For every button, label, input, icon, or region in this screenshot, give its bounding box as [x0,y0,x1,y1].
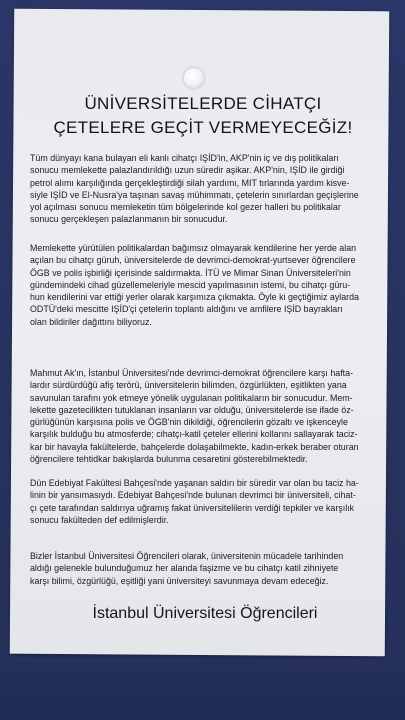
text-line: lekette gazetecilikten tutuklanan insanların var olduğu, üniversitelerde ise ifade öz- [30,404,354,415]
text-line: açılan bu cihatçı güruh, üniversitelerde de devrimci-demokrat-yurtsever öğrencilere [30,255,356,266]
paragraph-istanbul-university [30,367,382,465]
text-line: karşılık bulduğu bu atmosferde; cihatçı-katil çeteler ellerini kollarını sallayarak taciz- [30,429,358,440]
paragraph-universities [30,242,382,328]
text-line: linin bir yansımasıydı. Edebiyat Bahçesi'nde bulunan devrimci bir üniversiteli, cihat- [30,490,356,501]
pushpin-icon [184,68,204,88]
text-line: sonucu memlekette palazlandırıldığı uzun süredir aşikar. AKP'nin, IŞİD ile girdiği [30,165,345,176]
text-line: Bizler İstanbul Üniversitesi Öğrencileri olarak, üniversitenin mücadele tarihinden [30,551,344,561]
text-line: gürlüğünün karşısına polis ve ÖGB'nin dikildiği, öğrencilerin gözaltı ve işkenceyle [30,417,348,428]
board-lower-area [0,658,405,720]
text-line: karşı bilimi, özgürlüğü, eşitliği yani üniversiteyi savunmaya devam edeceğiz. [30,575,329,586]
poster-signature: İstanbul Üniversitesi Öğrencileri [92,605,318,622]
text-line: sonucu gerçekleşen palazlanmanın bir sonucudur. [30,214,228,225]
text-line: aldığı gelenekle bulunduğumuz her alanda faşizme ve bu cihatçı katil zihniyete [30,563,339,574]
text-line: Dün Edebiyat Fakültesi Bahçesi'nde yaşanan saldırı bir süredir var olan bu taciz ha- [30,478,359,488]
text-line: petrol alımı karşılığında gerçekleştirdiği silah yardımı, MIT tırlarında yardım kisve- [30,177,350,188]
text-line: hun kendilerini var ettiği yerler olarak karşımıza çıkmakta. Öyle ki geçtiğimiz aylarda [30,292,359,303]
text-line: gündemindeki cihad güzellemeleriyle mescid yapılmasının istemi, bu cihatçı güru- [30,279,351,290]
text-line: kar bir havayla fakültelerde, bahçelerde dolaşabilmekte, kadın-erkek beraber oturan [30,441,359,452]
text-line: olan bildiriler dağıttını biliyoruz. [30,316,152,327]
poster-title-line: ÇETELERE GEÇİT VERMEYECEĞİZ! [53,118,353,137]
text-line: ODTÜ'deki mescitte IŞİD'çi çetelerin toplantı aldığını ve amfilere IŞİD bayrakları [30,304,343,315]
text-line: ÖGB ve polis işbirliği içerisinde saldırmakta. İTÜ ve Mimar Sinan Üniversiteleri'nin [30,267,351,278]
paragraph-edebiyat-attack [30,477,382,526]
text-line: Memlekette yürütülen politikalardan bağımsız olmayarak kendilerine her yerde alan [30,243,357,253]
poster-title [28,92,378,140]
text-line: siyle IŞİD ve El-Nusra'ya taşınan savaş mühimmatı, çetelerin sınırlardan geçişlerine [30,189,359,200]
text-line: savunulan tarafını yok etmeye yönelik uygulanan politikaların bir sonucudur. Mem- [30,392,353,403]
text-line: Tüm dünyayı kana bulayan eli kanlı cihatçı IŞİD'in, AKP'nin iç ve dış politikaları [30,153,339,163]
text-line: yol açılması sonucu memleketin tüm bölgelerinde kol gezer halleri bu politikalar [30,202,341,213]
text-line: sonucu fakülteden def edilmişlerdir. [30,514,169,525]
paragraph-declaration [30,550,382,587]
text-line: öğrencilere tehtidkar bakışlarda bulunma cesaretini gösterebilmektedir. [30,454,308,465]
poster-title-line: ÜNİVERSİTELERDE CİHATÇI [84,94,322,113]
text-line: Mahmut Ak'ın, İstanbul Üniversitesi'nde devrimci-demokrat öğrencilere karşı hafta- [30,368,354,378]
text-line: lardır sürdürdüğü afiş terörü, üniversitelerin bilimden, özgürlükten, eşitlikten yana [30,380,347,391]
text-line: çı çete tarafından saldırıya uğramış fakat üniversitelilerin verdiği tepkiler ve karşılık [30,502,355,513]
paragraph-isid-policy [30,152,382,226]
